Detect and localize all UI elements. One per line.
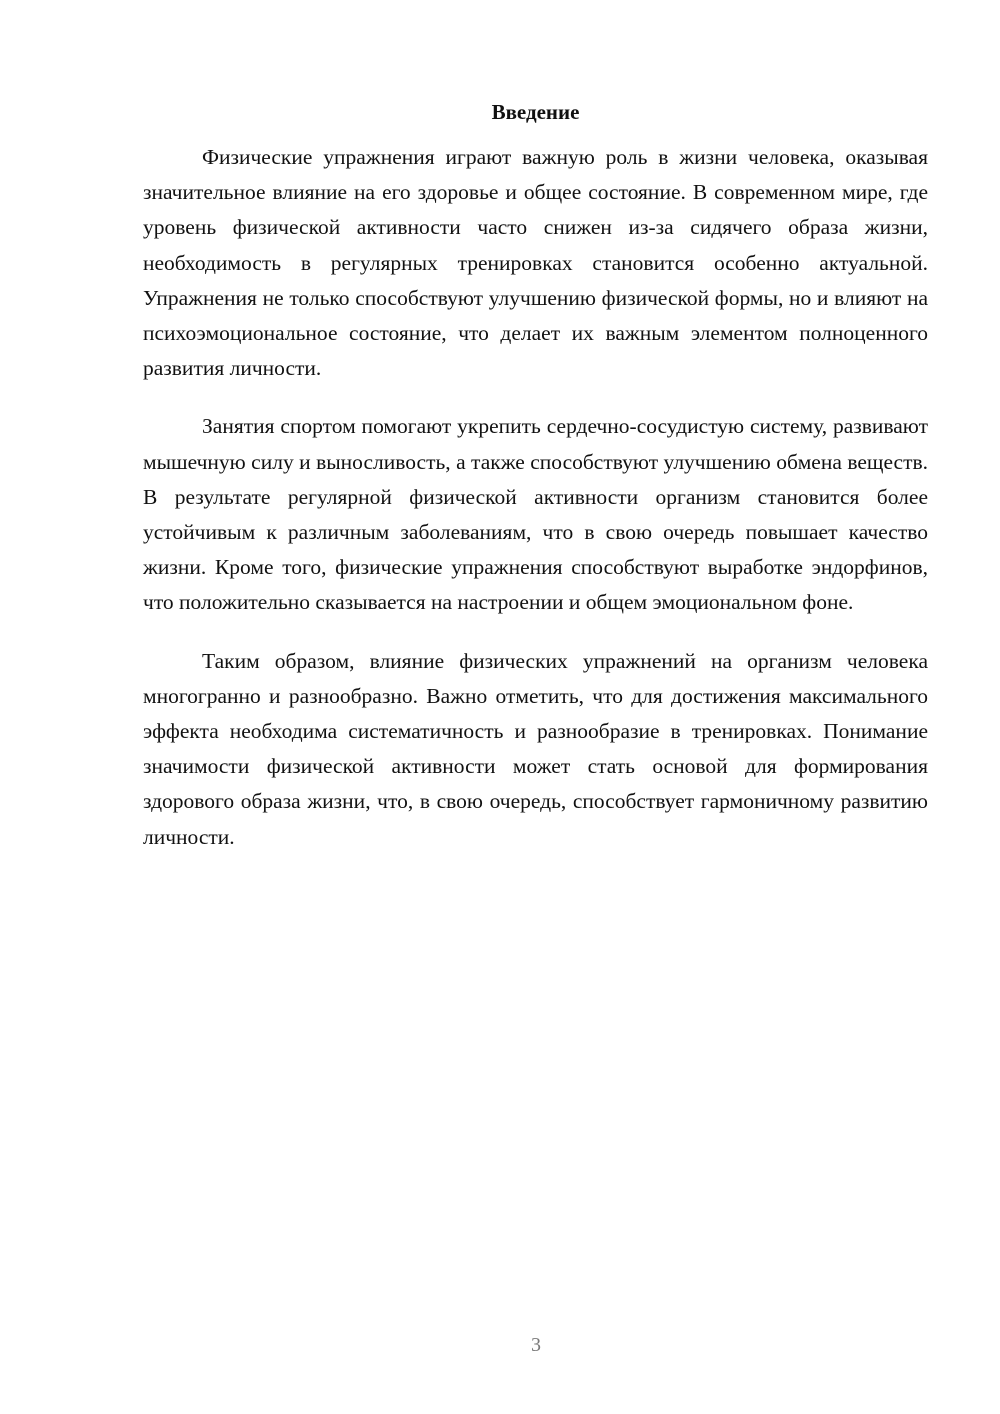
- paragraph-3: Таким образом, влияние физических упражнений на организм человека многогранно и разнообразно. Важно отметить, что для достижения максимального эффекта необходима систематичность и разнообразие в тренировках. Понимание значимости физической активности может стать основой для формирования здорового образа жизни, что, в свою очередь, способствует гармоничному развитию личности.: [143, 648, 928, 849]
- paragraph-1: Физические упражнения играют важную роль в жизни человека, оказывая значительное влияние на его здоровье и общее состояние. В современном мире, где уровень физической активности часто снижен из-за сидячего образа жизни, необходимость в регулярных тренировках становится особенно актуальной. Упражнения не только способствуют улучшению физической формы, но и влияют на психоэмоциональное состояние, что делает их важным элементом полноценного развития личности.: [143, 145, 928, 381]
- page-content: [143, 98, 928, 878]
- paragraph-2: Занятия спортом помогают укрепить сердечно-сосудистую систему, развивают мышечную силу и выносливость, а также способствуют улучшению обмена веществ. В результате регулярной физической активности организм становится более устойчивым к различным заболеваниям, что в свою очередь повышает качество жизни. Кроме того, физические упражнения способствуют выработке эндорфинов, что положительно сказывается на настроении и общем эмоциональном фоне.: [143, 414, 928, 615]
- section-heading: Введение: [491, 100, 580, 124]
- page-number: 3: [531, 1334, 541, 1356]
